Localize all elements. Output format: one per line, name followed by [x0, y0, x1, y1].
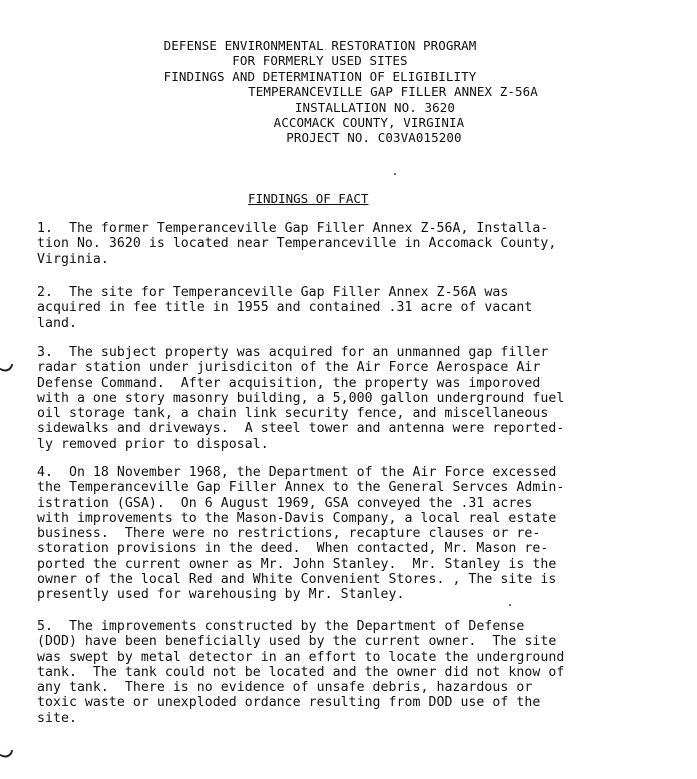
paragraph-line: 4. On 18 November 1968, the Department of the Air Force excessed: [37, 465, 557, 480]
margin-check-mark: [0, 360, 13, 374]
paragraph-line: sidewalks and driveways. A steel tower and antenna were reported-: [37, 421, 565, 437]
paragraph-2: [37, 285, 667, 331]
speck: [394, 173, 396, 175]
speck: [509, 604, 511, 606]
paragraph-line: Virginia.: [37, 251, 109, 267]
paragraph-line: 3. The subject property was acquired for an unmanned gap filler: [37, 345, 549, 360]
paragraph-line: (DOD) have been beneficially used by the current owner. The site: [37, 634, 557, 650]
paragraph-line: tion No. 3620 is located near Temperanceville in Accomack County,: [37, 236, 557, 252]
paragraph-line: oil storage tank, a chain link security fence, and miscellaneous: [37, 406, 549, 422]
header-line: PROJECT NO. C03VA015200: [286, 130, 462, 146]
paragraph-3: [37, 345, 667, 452]
paragraph-line: tank. The tank could not be located and the owner did not know of: [37, 664, 565, 680]
header-line: FINDINGS AND DETERMINATION OF ELIGIBILITY: [163, 68, 477, 84]
header-line: TEMPERANCEVILLE GAP FILLER ANNEX Z-56A: [248, 84, 538, 100]
paragraph-line: any tank. There is no evidence of unsafe debris, hazardous or: [37, 680, 533, 696]
paragraph-line: ported the current owner as Mr. John Stanley. Mr. Stanley is the: [37, 556, 557, 572]
paragraph-line: with a one story masonry building, a 5,000 gallon underground fuel: [37, 390, 565, 406]
paragraph-line: radar station under jurisdiciton of the Air Force Aerospace Air: [37, 360, 541, 376]
header-line: FOR FORMERLY USED SITES: [232, 53, 408, 69]
margin-check-mark: [0, 746, 13, 760]
paragraph-line: owner of the local Red and White Convenient Stores. , The site is: [37, 572, 557, 588]
document-header: [0, 38, 640, 146]
paragraph-line: acquired in fee title in 1955 and contained .31 acre of vacant: [37, 300, 533, 316]
paragraph-5: [37, 619, 667, 726]
paragraph-line: business. There were no restrictions, recapture clauses or re-: [37, 526, 541, 542]
paragraph-line: Defense Command. After acquisition, the property was imporoved: [37, 375, 541, 391]
paragraph-line: storation provisions in the deed. When contacted, Mr. Mason re-: [37, 541, 549, 557]
header-line: DEFENSE ENVIRONMENTAL RESTORATION PROGRAM: [163, 38, 477, 53]
paragraph-line: 2. The site for Temperanceville Gap Filler Annex Z-56A was: [37, 285, 509, 300]
section-title: FINDINGS OF FACT: [248, 191, 369, 206]
header-line: INSTALLATION NO. 3620: [294, 99, 456, 115]
paragraph-line: istration (GSA). On 6 August 1969, GSA conveyed the .31 acres: [37, 495, 533, 511]
paragraph-line: land.: [37, 315, 77, 331]
header-line: ACCOMACK COUNTY, VIRGINIA: [273, 115, 465, 131]
paragraph-line: ly removed prior to disposal.: [37, 436, 269, 452]
paragraph-line: toxic waste or unexploded ordance resulting from DOD use of the: [37, 695, 541, 711]
paragraph-line: 1. The former Temperanceville Gap Filler Annex Z-56A, Installa-: [37, 221, 549, 236]
paragraph-line: 5. The improvements constructed by the Department of Defense: [37, 619, 525, 634]
paragraph-4: [37, 465, 667, 603]
paragraph-line: the Temperanceville Gap Filler Annex to the General Servces Admin-: [37, 480, 565, 496]
paragraph-line: with improvements to the Mason-Davis Company, a local real estate: [37, 510, 557, 526]
paragraph-line: site.: [37, 710, 77, 726]
paragraph-line: was swept by metal detector in an effort to locate the underground: [37, 649, 565, 665]
paragraph-line: presently used for warehousing by Mr. Stanley.: [37, 587, 405, 603]
paragraph-1: [37, 221, 667, 267]
